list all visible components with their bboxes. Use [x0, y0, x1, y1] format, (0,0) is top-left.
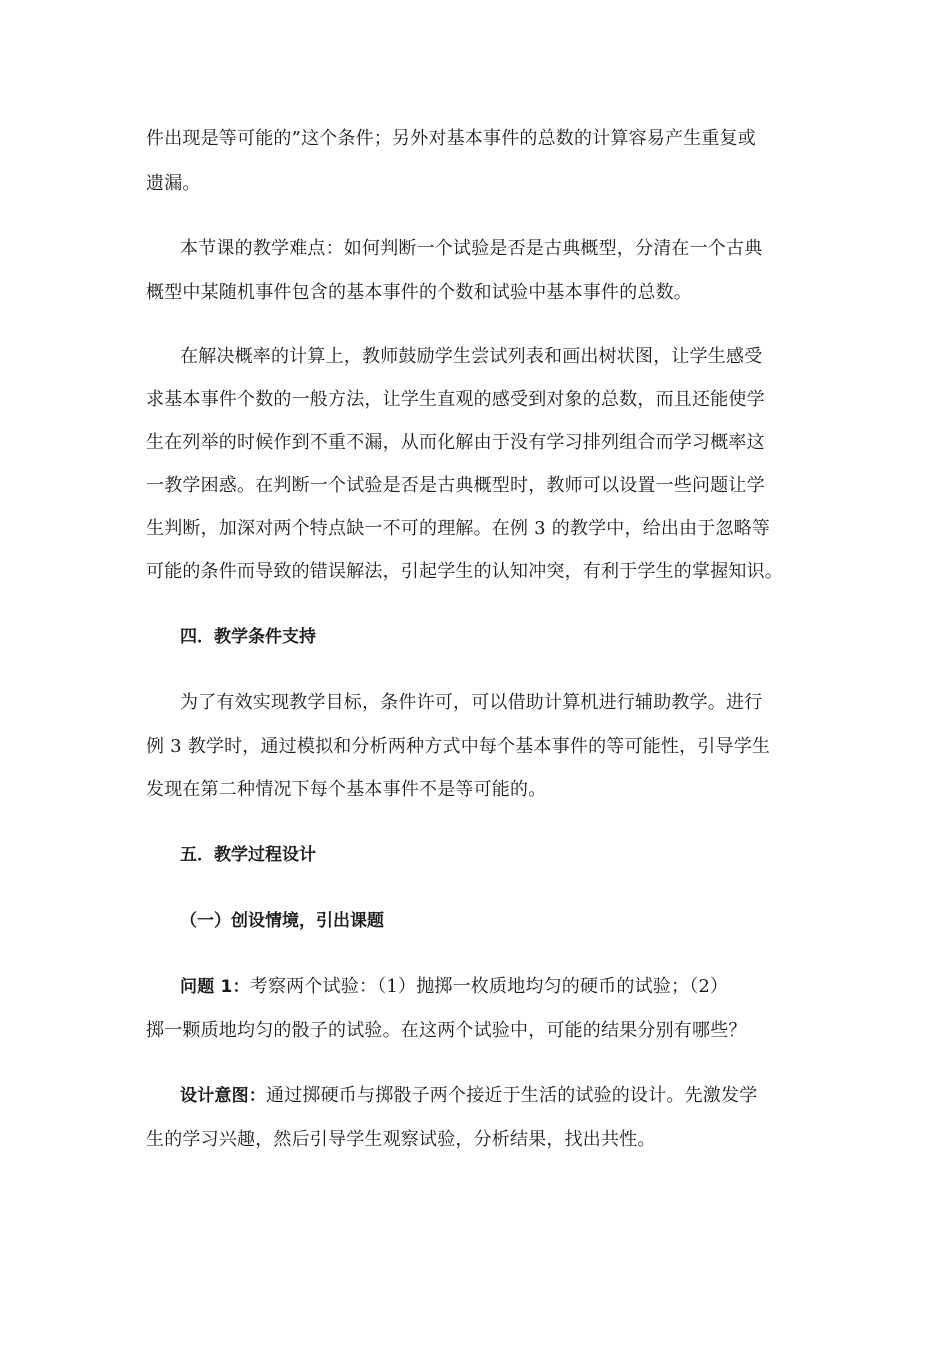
design-intent-text: 通过掷硬币与掷骰子两个接近于生活的试验的设计。先激发学: [266, 1085, 758, 1106]
paragraph-4-line-1: 为了有效实现教学目标，条件许可，可以借助计算机进行辅助教学。进行: [180, 692, 763, 713]
question-1-text: 考察两个试验：（1）抛掷一枚质地均匀的硬币的试验；（2）: [249, 976, 729, 997]
paragraph-2-line-1: 本节课的教学难点：如何判断一个试验是否是古典概型，分清在一个古典: [180, 238, 763, 259]
section-heading-4: 四．教学条件支持: [180, 627, 316, 647]
subsection-heading-1: （一）创设情境，引出课题: [180, 911, 384, 931]
section-heading-5: 五．教学过程设计: [180, 845, 316, 865]
paragraph-3-line-3: 生在列举的时候作到不重不漏，从而化解由于没有学习排列组合而学习概率这: [146, 432, 765, 453]
paragraph-4-line-2: 例 3 教学时，通过模拟和分析两种方式中每个基本事件的等可能性，引导学生: [146, 736, 771, 757]
paragraph-2-line-2: 概型中某随机事件包含的基本事件的个数和试验中基本事件的总数。: [146, 282, 692, 303]
question-1-label: 问题 1：: [180, 977, 250, 997]
paragraph-3-line-4: 一教学困惑。在判断一个试验是否是古典概型时，教师可以设置一些问题让学: [146, 475, 765, 496]
paragraph-1-line-1: 件出现是等可能的”这个条件；另外对基本事件的总数的计算容易产生重复或: [146, 128, 756, 149]
paragraph-1-line-2: 遗漏。: [146, 173, 201, 194]
paragraph-4-line-3: 发现在第二种情况下每个基本事件不是等可能的。: [146, 779, 547, 800]
design-intent-line-2: 生的学习兴趣，然后引导学生观察试验，分析结果，找出共性。: [146, 1129, 656, 1150]
question-1-line-1: [180, 975, 728, 999]
design-intent-line-1: [180, 1084, 757, 1108]
paragraph-3-line-6: 可能的条件而导致的错误解法，引起学生的认知冲突，有利于学生的掌握知识。: [146, 561, 783, 582]
question-1-line-2: 掷一颗质地均匀的骰子的试验。在这两个试验中，可能的结果分别有哪些？: [146, 1020, 747, 1041]
paragraph-3-line-1: 在解决概率的计算上，教师鼓励学生尝试列表和画出树状图，让学生感受: [180, 346, 763, 367]
design-intent-label: 设计意图：: [180, 1086, 266, 1106]
paragraph-3-line-2: 求基本事件个数的一般方法，让学生直观的感受到对象的总数，而且还能使学: [146, 389, 765, 410]
paragraph-3-line-5: 生判断，加深对两个特点缺一不可的理解。在例 3 的教学中，给出由于忽略等: [146, 518, 771, 539]
